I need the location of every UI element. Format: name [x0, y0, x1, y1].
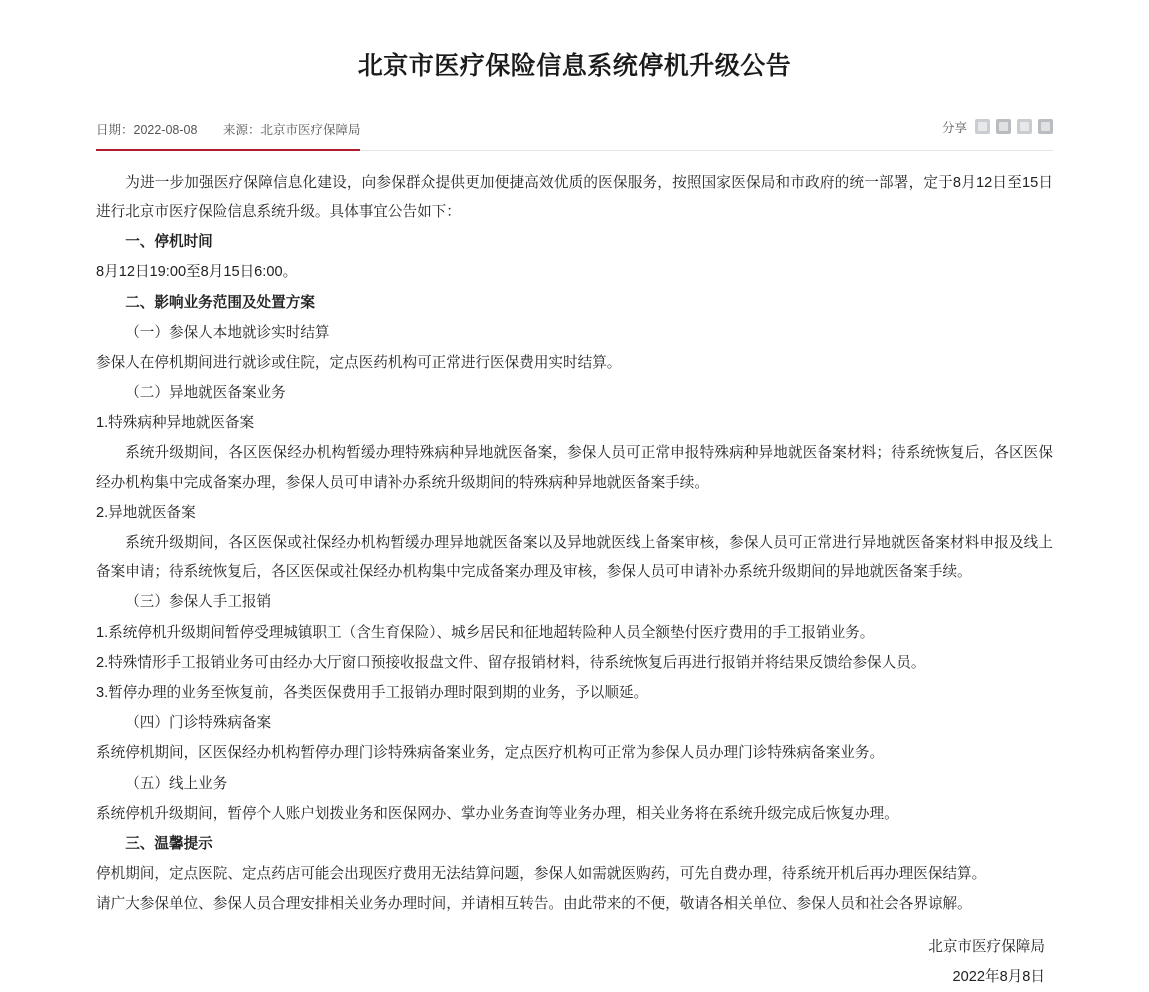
article-paragraph: 请广大参保单位、参保人员合理安排相关业务办理时间，并请相互转告。由此带来的不便，敬请各相关单位、参保人员和社会各界谅解。 [96, 896, 972, 913]
share-group [942, 118, 1053, 136]
article-paragraph: （五）线上业务 [125, 775, 228, 792]
article-paragraph: 停机期间，定点医院、定点药店可能会出现医疗费用无法结算问题，参保人如需就医购药，可先自费办理，待系统开机后再办理医保结算。 [96, 866, 987, 883]
qq-share-icon[interactable] [1017, 119, 1032, 134]
article-paragraph: 系统升级期间，各区医保经办机构暂缓办理特殊病种异地就医备案，参保人员可正常申报特殊病种异地就医备案材料；待系统恢复后，各区医保经办机构集中完成备案办理，参保人员可申请补办系统升级期间的特殊病种异地就医备案手续。 [96, 445, 1053, 491]
article-paragraph: （一）参保人本地就诊实时结算 [125, 324, 330, 341]
article-paragraph: 系统停机期间，区医保经办机构暂停办理门诊特殊病备案业务，定点医疗机构可正常为参保人员办理门诊特殊病备案业务。 [96, 745, 885, 762]
article-paragraph: 2.异地就医备案 [96, 504, 196, 521]
meta-accent-underline [96, 149, 360, 151]
article-paragraph: 三、温馨提示 [125, 835, 213, 852]
article-meta-bar [96, 116, 1053, 151]
wechat-share-icon[interactable] [996, 119, 1011, 134]
article-paragraph: 8月12日19:00至8月15日6:00。 [96, 264, 298, 281]
article-paragraph: 系统升级期间，各区医保或社保经办机构暂缓办理异地就医备案以及异地就医线上备案审核，参保人员可正常进行异地就医备案材料申报及线上备案申请；待系统恢复后，各区医保或社保经办机构集中完成备案办理及审核，参保人员可申请补办系统升级期间的异地就医备案手续。 [96, 535, 1053, 581]
publish-source: 来源：北京市医疗保障局 [222, 122, 361, 137]
article-paragraph: 一、停机时间 [125, 234, 213, 251]
weibo-share-icon[interactable] [975, 119, 990, 134]
article-paragraph: （二）异地就医备案业务 [125, 385, 286, 402]
article-paragraph: （三）参保人手工报销 [125, 594, 272, 611]
meta-info [96, 120, 360, 138]
article-page [0, 17, 1149, 992]
publish-date: 日期：2022-08-08 [96, 122, 198, 137]
article-paragraph: 二、影响业务范围及处置方案 [125, 294, 315, 311]
article-paragraph: 3.暂停办理的业务至恢复前，各类医保费用手工报销办理时限到期的业务，予以顺延。 [96, 684, 649, 701]
article-paragraph: 参保人在停机期间进行就诊或住院，定点医药机构可正常进行医保费用实时结算。 [96, 354, 622, 371]
signature-organization: 北京市医疗保障局 [928, 939, 1045, 956]
article-paragraph: （四）门诊特殊病备案 [125, 715, 272, 732]
article-signature [96, 933, 1053, 991]
signature-date: 2022年8月8日 [952, 968, 1045, 985]
article-paragraph: 1.系统停机升级期间暂停受理城镇职工（含生育保险）、城乡居民和征地超转险种人员全额垫付医疗费用的手工报销业务。 [96, 624, 875, 641]
article-body [96, 169, 1053, 920]
article-paragraph: 2.特殊情形手工报销业务可由经办大厅窗口预接收报盘文件、留存报销材料，待系统恢复后再进行报销并将结果反馈给参保人员。 [96, 654, 926, 671]
page-title: 北京市医疗保险信息系统停机升级公告 [357, 51, 792, 80]
article-paragraph: 为进一步加强医疗保障信息化建设，向参保群众提供更加便捷高效优质的医保服务，按照国家医保局和市政府的统一部署，定于8月12日至15日进行北京市医疗保险信息系统升级。具体事宜公告如下： [96, 174, 1053, 220]
article-paragraph: 系统停机升级期间，暂停个人账户划拨业务和医保网办、掌办业务查询等业务办理，相关业务将在系统升级完成后恢复办理。 [96, 805, 899, 822]
share-label: 分享 [941, 120, 967, 135]
article-paragraph: 1.特殊病种异地就医备案 [96, 415, 255, 432]
print-icon[interactable] [1038, 119, 1053, 134]
